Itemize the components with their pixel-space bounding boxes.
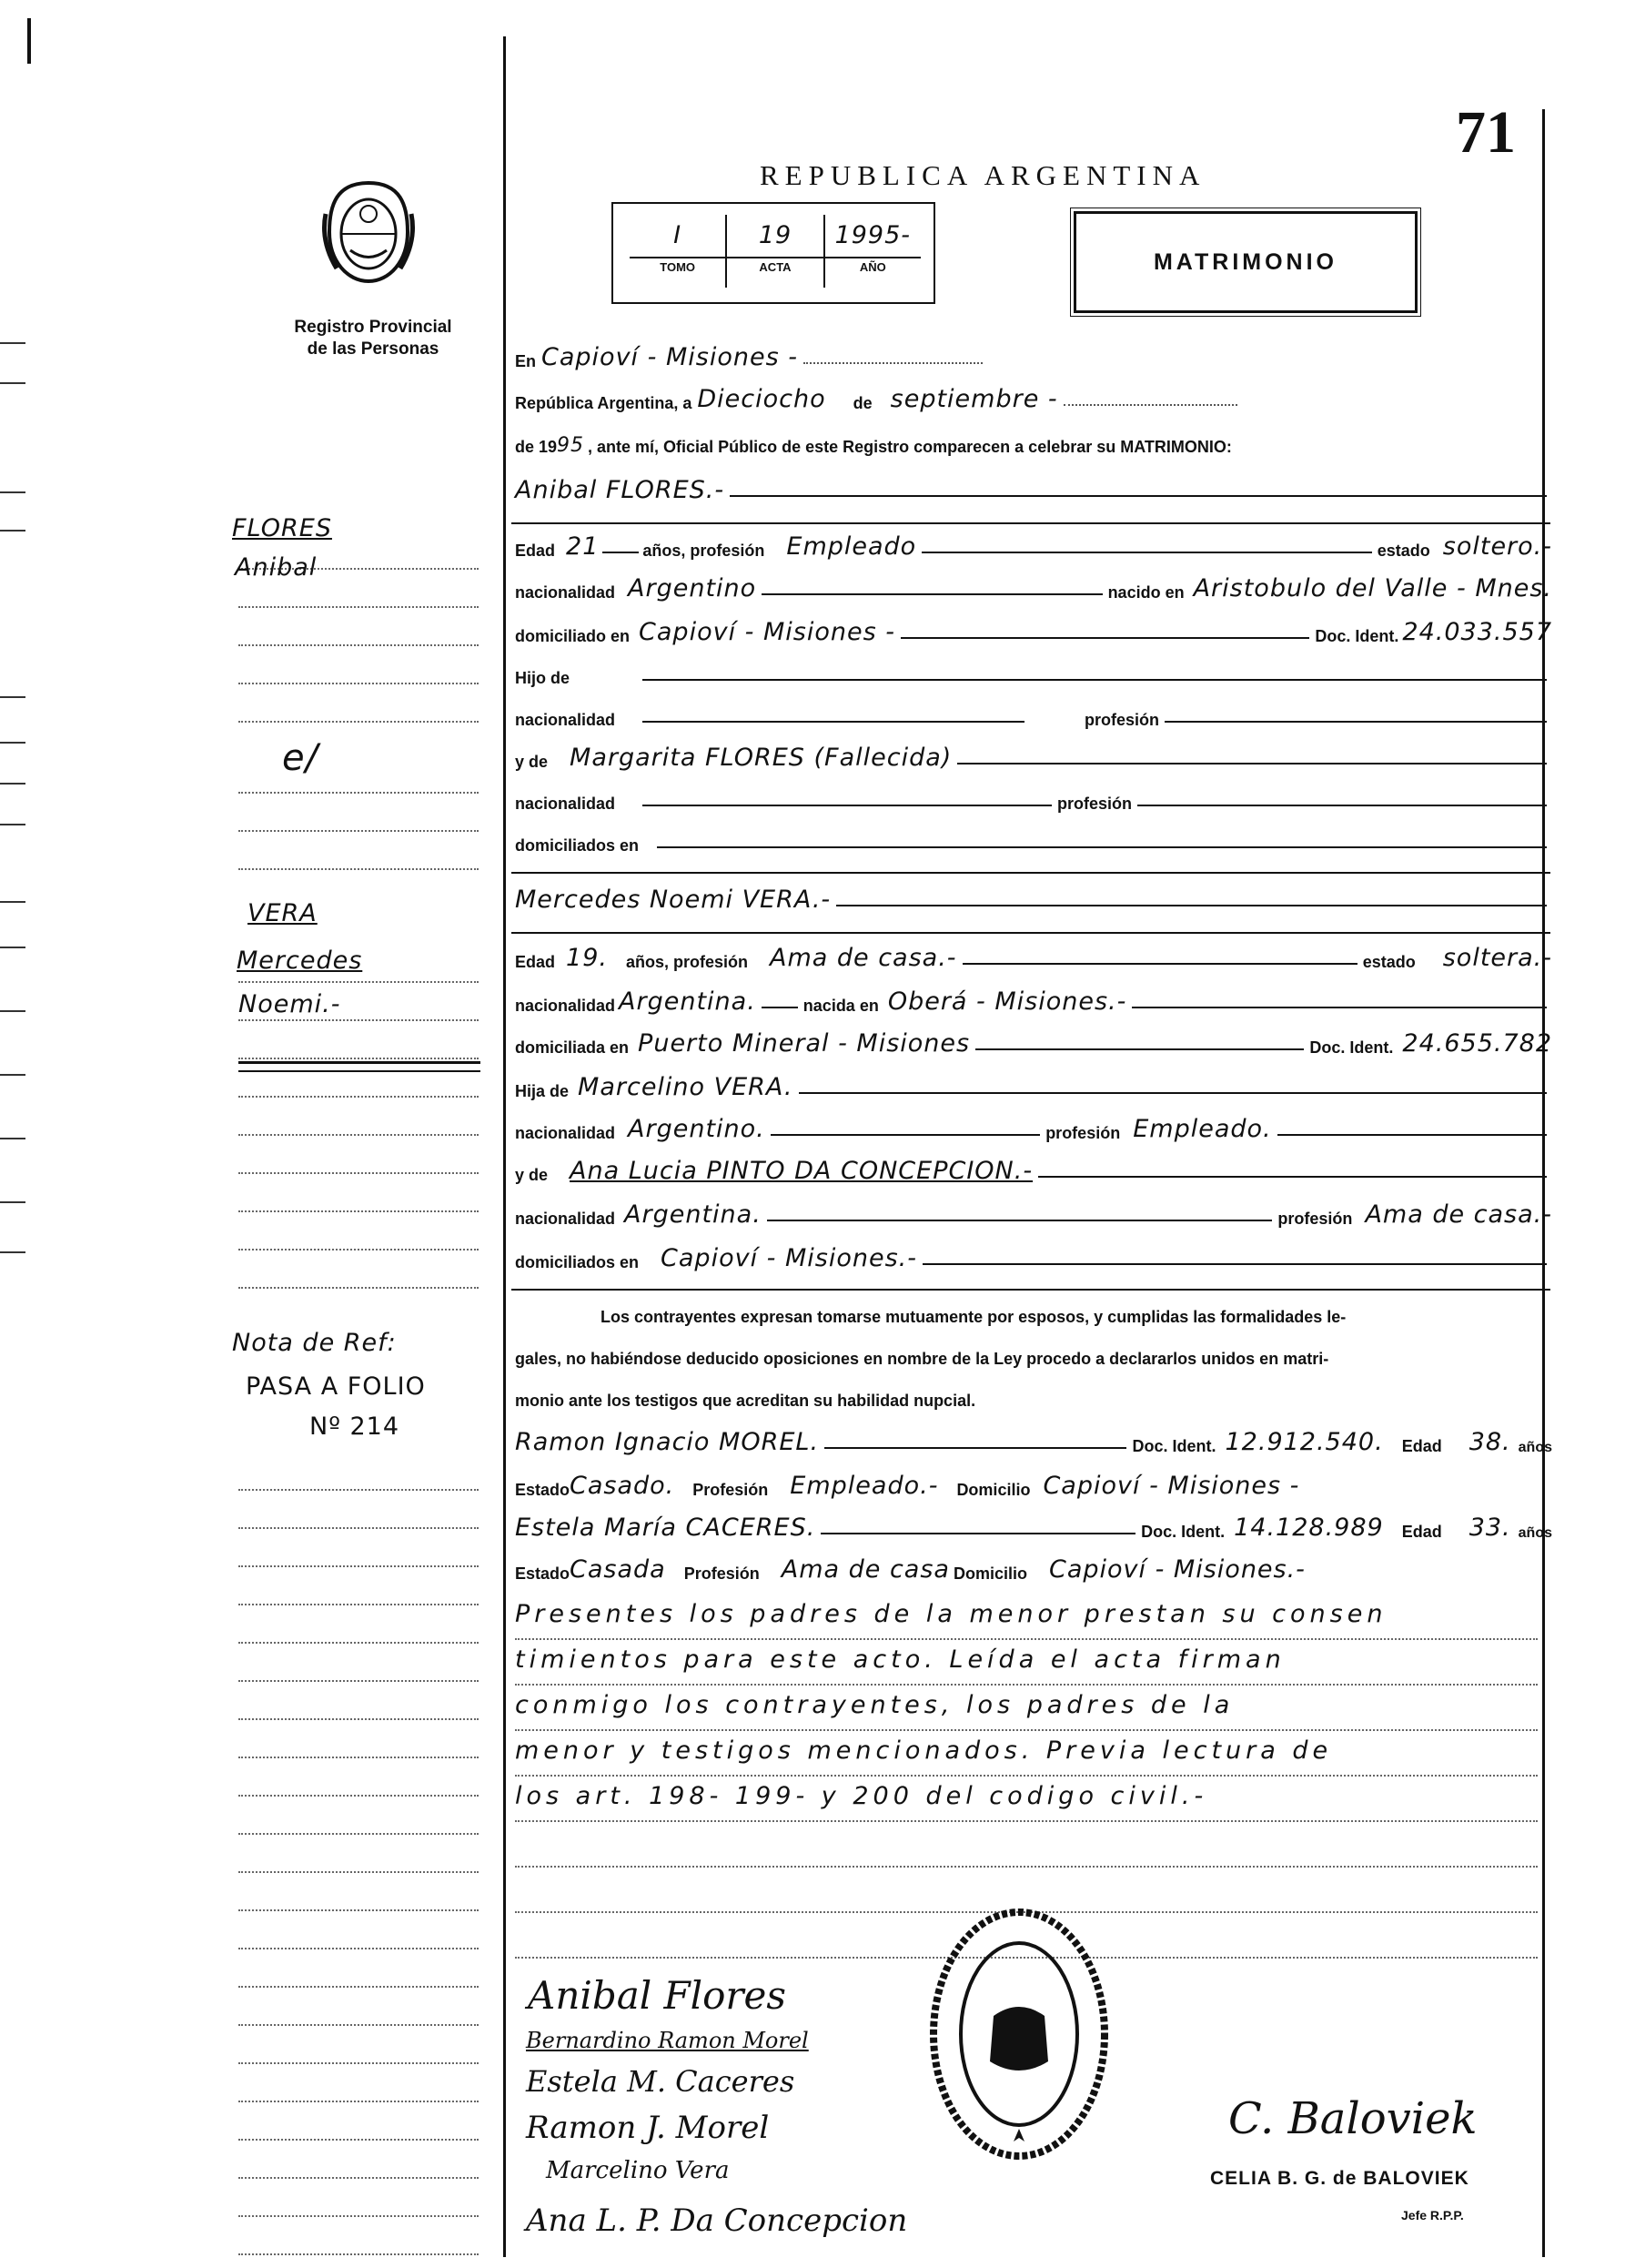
nacida-label: nacida en <box>802 997 879 1015</box>
margin-line <box>238 2139 479 2141</box>
fill-line <box>602 552 639 553</box>
margin-note-line3: Nº 214 <box>309 1412 400 1441</box>
margin-line <box>238 683 479 684</box>
edad-label: Edad <box>515 953 556 971</box>
groom-domicile: Capioví - Misiones - <box>639 618 895 646</box>
groom-nationality: Argentino <box>628 574 757 602</box>
declaration-text <box>515 1296 1552 1422</box>
groom-dom-row <box>515 615 1552 646</box>
page-edge-tick <box>0 1074 25 1076</box>
margin-line <box>238 1795 479 1797</box>
de-label: de <box>853 394 873 412</box>
fill-line <box>821 1531 1135 1534</box>
page-edge-tick <box>0 530 25 532</box>
groom-age-row <box>515 530 1552 561</box>
statement-text: , ante mí, Oficial Público de este Registro comparecen a celebrar su MATRIMONIO: <box>588 438 1232 456</box>
anos-label: años <box>1518 1525 1552 1541</box>
acta-value: 19 <box>727 215 823 258</box>
note-line-3: conmigo los contrayentes, los padres de la <box>515 1686 1538 1731</box>
hijo-label: Hijo de <box>515 669 570 687</box>
margin-line <box>238 1134 479 1136</box>
fill-line <box>922 550 1372 553</box>
domiciliada-label: domiciliada en <box>515 1038 630 1057</box>
groom-mother-nat-row <box>515 783 1552 814</box>
bride-age: 19. <box>566 944 608 972</box>
witness1-row <box>515 1425 1552 1456</box>
witness2-row <box>515 1511 1552 1542</box>
note-line-4: menor y testigos mencionados. Previa lectura de <box>515 1731 1538 1777</box>
margin-note-line1: Nota de Ref: <box>232 1329 397 1357</box>
margin-line <box>238 1604 479 1605</box>
page-edge-mark <box>27 18 31 64</box>
margin-line <box>238 1489 479 1491</box>
notes-block <box>515 1595 1538 1959</box>
margin-line <box>238 2253 479 2255</box>
bride-mother: Ana Lucia PINTO DA CONCEPCION.- <box>570 1157 1034 1185</box>
margin-line <box>238 1249 479 1250</box>
bride-estado: soltera.- <box>1442 944 1552 972</box>
edad-label: Edad <box>1401 1523 1442 1541</box>
anos-prof-label: años, profesión <box>625 953 748 971</box>
groom-mother-row <box>515 741 1552 772</box>
registry-line-1: Registro Provincial <box>294 318 452 337</box>
margin-connector: e/ <box>282 737 319 779</box>
year-suffix: 95 <box>557 434 585 457</box>
fill-line <box>1165 719 1547 723</box>
bride-profession: Ama de casa.- <box>769 944 957 972</box>
profesion-label: profesión <box>1277 1210 1353 1228</box>
page-edge-tick <box>0 1138 25 1139</box>
margin-line <box>238 1287 479 1289</box>
margin-line <box>238 1019 479 1021</box>
nacionalidad-label: nacionalidad <box>515 1124 616 1142</box>
registry-line-2: de las Personas <box>307 339 439 359</box>
acta-label: ACTA <box>759 260 792 274</box>
bride-father-nat-row <box>515 1112 1552 1143</box>
bride-parents-dom-row <box>515 1241 1552 1272</box>
fill-line <box>963 961 1358 965</box>
fill-line <box>901 635 1309 639</box>
bride-father: Marcelino VERA. <box>578 1073 793 1101</box>
margin-line <box>238 644 479 646</box>
profesion-label: Profesión <box>692 1481 769 1499</box>
margin-double-rule <box>238 1070 480 1072</box>
fill-line <box>957 761 1547 764</box>
bride-mother-nationality: Argentina. <box>624 1200 762 1229</box>
witness1-estado: Casado. <box>570 1472 675 1500</box>
official-stamp-icon <box>928 1907 1110 2162</box>
nacionalidad-label: nacionalidad <box>515 1210 616 1228</box>
witness2-age: 33. <box>1469 1514 1511 1542</box>
date-row <box>515 382 1243 413</box>
doc-label: Doc. Ident. <box>1132 1437 1216 1455</box>
margin-line <box>238 1565 479 1567</box>
profesion-label: profesión <box>1045 1124 1121 1142</box>
margin-line <box>238 1680 479 1682</box>
note-line-2: timientos para este acto. Leída el acta firman <box>515 1640 1538 1686</box>
bride-age-row <box>515 941 1552 972</box>
page-edge-tick <box>0 342 25 344</box>
anos-label: años <box>1518 1440 1552 1455</box>
groom-birthplace: Aristobulo del Valle - Mnes. <box>1193 574 1552 602</box>
bride-mother-nat-row <box>515 1198 1552 1229</box>
groom-father-nat-row <box>515 699 1552 730</box>
page-edge-tick <box>0 1201 25 1203</box>
ano-label: AÑO <box>859 260 886 274</box>
declaration-line-2: gales, no habiéndose deducido oposiciones en nombre de la Ley procedo a declararlos unidos en matri- <box>515 1350 1329 1368</box>
witness2-name: Estela María CACERES. <box>515 1514 816 1542</box>
bride-hija-row <box>515 1070 1552 1101</box>
margin-line <box>238 1058 479 1059</box>
registry-name <box>255 317 491 360</box>
bride-father-profession: Empleado. <box>1133 1115 1272 1143</box>
witness1-detail-row <box>515 1469 1552 1500</box>
note-line-5: los art. 198- 199- y 200 del codigo civil.- <box>515 1777 1538 1822</box>
republic-label: República Argentina, a <box>515 394 692 412</box>
margin-line <box>238 1948 479 1949</box>
yde-label: y de <box>515 753 549 771</box>
margin-line <box>238 1718 479 1720</box>
nacionalidad-label: nacionalidad <box>515 795 616 813</box>
page-edge-tick <box>0 1251 25 1253</box>
margin-note-line2: PASA A FOLIO <box>246 1372 426 1401</box>
doc-label: Doc. Ident. <box>1315 627 1399 645</box>
domiciliados-label: domiciliados en <box>515 836 640 855</box>
tomo-label: TOMO <box>660 260 696 274</box>
margin-line <box>238 1833 479 1835</box>
tomo-value: I <box>630 215 725 258</box>
hija-label: Hija de <box>515 1082 570 1100</box>
margin-line <box>238 1210 479 1212</box>
place-value: Capioví - Misiones - <box>541 343 798 371</box>
margin-line <box>238 1096 479 1098</box>
page-number: 71 <box>1456 99 1516 166</box>
margin-bride-name2: Noemi.- <box>238 990 341 1018</box>
page-edge-tick <box>0 382 25 384</box>
fill-line <box>767 1218 1273 1221</box>
witness1-profession: Empleado.- <box>790 1472 939 1500</box>
margin-line <box>238 606 479 608</box>
fill-line <box>642 677 1547 681</box>
official-title: Jefe R.P.P. <box>1401 2208 1464 2222</box>
profesion-label: profesión <box>1085 711 1160 729</box>
blank-line <box>515 1822 1538 1868</box>
bride-nat-row <box>515 985 1552 1016</box>
coat-of-arms-icon <box>318 177 419 287</box>
fill-line <box>730 493 1547 497</box>
page-edge-tick <box>0 783 25 785</box>
ano-cell <box>825 215 921 288</box>
bride-parents-domicile: Capioví - Misiones.- <box>661 1244 917 1272</box>
margin-line <box>238 981 479 983</box>
margin-bride-surname: VERA <box>247 899 318 927</box>
yde-label: y de <box>515 1166 549 1184</box>
signature-groom: Anibal Flores <box>528 1973 786 2018</box>
record-box <box>611 202 935 304</box>
anos-prof-label: años, profesión <box>642 542 765 560</box>
domicilio-label: Domicilio <box>956 1481 1031 1499</box>
page-edge-tick <box>0 1010 25 1012</box>
margin-line <box>238 1986 479 1988</box>
groom-nat-row <box>515 572 1552 602</box>
note-line-1: Presentes los padres de la menor prestan su consen <box>515 1595 1538 1640</box>
groom-name-row <box>515 473 1552 504</box>
nacionalidad-label: nacionalidad <box>515 583 616 602</box>
margin-line <box>238 2062 479 2064</box>
margin-line <box>238 2177 479 2179</box>
doc-type-box <box>1074 211 1418 313</box>
fill-line <box>836 903 1547 906</box>
tomo-cell <box>630 215 727 288</box>
doc-type-label: MATRIMONIO <box>1153 248 1337 275</box>
bride-father-nationality: Argentino. <box>628 1115 765 1143</box>
place-row <box>515 340 988 371</box>
bride-domicile: Puerto Mineral - Misiones <box>638 1029 971 1058</box>
page-edge-tick <box>0 947 25 948</box>
signature-mother: Ana L. P. Da Concepcion <box>526 2202 908 2239</box>
groom-full-name: Anibal FLORES.- <box>515 476 725 504</box>
main-left-rule <box>503 36 506 2257</box>
witness2-detail-row <box>515 1553 1552 1584</box>
witness2-doc: 14.128.989 <box>1234 1514 1384 1542</box>
signature-witness1: Bernardino Ramon Morel <box>526 2028 809 2053</box>
doc-label: Doc. Ident. <box>1309 1038 1394 1057</box>
record-row <box>630 215 921 288</box>
en-label: En <box>515 352 537 370</box>
doc-label: Doc. Ident. <box>1141 1523 1226 1541</box>
margin-groom-surname: FLORES <box>232 514 332 542</box>
signature-witness2: Estela M. Caceres <box>526 2064 795 2099</box>
groom-mother: Margarita FLORES (Fallecida) <box>570 744 953 772</box>
witness1-domicile: Capioví - Misiones - <box>1043 1472 1300 1500</box>
fill-line <box>657 845 1547 848</box>
section-rule <box>511 872 1550 874</box>
bride-mother-row <box>515 1154 1552 1185</box>
nacido-label: nacido en <box>1107 583 1185 602</box>
month-value: septiembre - <box>890 385 1058 413</box>
edad-label: Edad <box>515 542 556 560</box>
fill-line <box>975 1047 1304 1050</box>
margin-line <box>238 1909 479 1911</box>
day-value: Dieciocho <box>697 385 826 413</box>
margin-line <box>238 2024 479 2026</box>
profesion-label: profesión <box>1057 795 1133 813</box>
fill-line <box>1277 1132 1547 1136</box>
bride-dom-row <box>515 1027 1552 1058</box>
margin-line <box>238 1527 479 1529</box>
page-edge-tick <box>0 696 25 698</box>
signature-father: Ramon J. Morel <box>526 2110 770 2146</box>
bride-doc: 24.655.782 <box>1402 1029 1552 1058</box>
margin-double-rule <box>238 1061 480 1064</box>
domiciliados-label: domiciliados en <box>515 1253 640 1271</box>
groom-doc: 24.033.557 <box>1402 618 1552 646</box>
fill-line <box>762 1005 798 1008</box>
page-edge-tick <box>0 742 25 744</box>
statement-row <box>515 426 1552 457</box>
witness2-estado: Casada <box>570 1555 666 1584</box>
bride-mother-profession: Ama de casa.- <box>1365 1200 1552 1229</box>
signature-bride: Marcelino Vera <box>546 2157 730 2184</box>
fill-line <box>923 1261 1547 1265</box>
ano-value: 1995- <box>825 215 921 258</box>
bride-full-name: Mercedes Noemi VERA.- <box>515 886 832 914</box>
domicilio-label: Domicilio <box>953 1564 1027 1583</box>
groom-profession: Empleado <box>786 532 917 561</box>
margin-line <box>238 792 479 794</box>
groom-estado: soltero.- <box>1442 532 1552 561</box>
profesion-label: Profesión <box>683 1564 760 1583</box>
margin-bride-name1: Mercedes <box>237 947 363 975</box>
page-edge-tick <box>0 824 25 825</box>
estado-label: estado <box>1362 953 1416 971</box>
fill-line <box>642 719 1024 723</box>
witness2-profession: Ama de casa <box>781 1555 950 1584</box>
bride-name-row <box>515 883 1552 914</box>
margin-line <box>238 1172 479 1174</box>
edad-label: Edad <box>1401 1437 1442 1455</box>
nacionalidad-label: nacionalidad <box>515 997 616 1015</box>
estado-label: estado <box>1377 542 1430 560</box>
fill-line <box>1038 1174 1547 1178</box>
witness1-name: Ramon Ignacio MOREL. <box>515 1428 820 1456</box>
witness1-age: 38. <box>1469 1428 1511 1456</box>
section-rule <box>511 1289 1550 1291</box>
margin-line <box>238 868 479 870</box>
estado-label: Estado <box>515 1481 570 1499</box>
witness1-doc: 12.912.540. <box>1225 1428 1384 1456</box>
section-rule <box>511 932 1550 934</box>
fill-line <box>771 1132 1040 1136</box>
estado-label: Estado <box>515 1564 570 1583</box>
page-edge-tick <box>0 491 25 493</box>
acta-cell <box>727 215 824 288</box>
witness2-domicile: Capioví - Misiones.- <box>1048 1555 1306 1584</box>
margin-line <box>238 1871 479 1873</box>
official-signature: C. Baloviek <box>1228 2093 1478 2144</box>
bride-nationality: Argentina. <box>619 987 756 1016</box>
margin-groom-name: Anibal <box>235 553 318 582</box>
section-rule <box>511 522 1550 524</box>
domiciliado-label: domiciliado en <box>515 627 631 645</box>
fill-line <box>1137 803 1547 806</box>
groom-parents-dom-row <box>515 825 1552 856</box>
margin-line <box>238 721 479 723</box>
page-edge-tick <box>0 901 25 903</box>
dotted-fill <box>1064 402 1237 406</box>
nacionalidad-label: nacionalidad <box>515 711 616 729</box>
year-prefix: de 19 <box>515 438 558 456</box>
declaration-line-3: monio ante los testigos que acreditan su habilidad nupcial. <box>515 1392 976 1410</box>
groom-hijo-row <box>515 657 1552 688</box>
bride-birthplace: Oberá - Misiones.- <box>887 987 1127 1016</box>
declaration-line-1: Los contrayentes expresan tomarse mutuamente por esposos, y cumplidas las formalidades le- <box>601 1308 1347 1326</box>
dotted-fill <box>803 360 983 364</box>
fill-line <box>1132 1005 1547 1008</box>
country-title: REPUBLICA ARGENTINA <box>760 159 1206 191</box>
margin-line <box>238 2101 479 2102</box>
fill-line <box>642 803 1052 806</box>
margin-line <box>238 830 479 832</box>
official-name: CELIA B. G. de BALOVIEK <box>1210 2168 1469 2189</box>
fill-line <box>824 1445 1126 1449</box>
fill-line <box>799 1090 1548 1094</box>
margin-line <box>238 1642 479 1644</box>
groom-age: 21 <box>566 532 600 561</box>
margin-line <box>238 2215 479 2217</box>
margin-line <box>238 1757 479 1758</box>
fill-line <box>762 592 1102 595</box>
